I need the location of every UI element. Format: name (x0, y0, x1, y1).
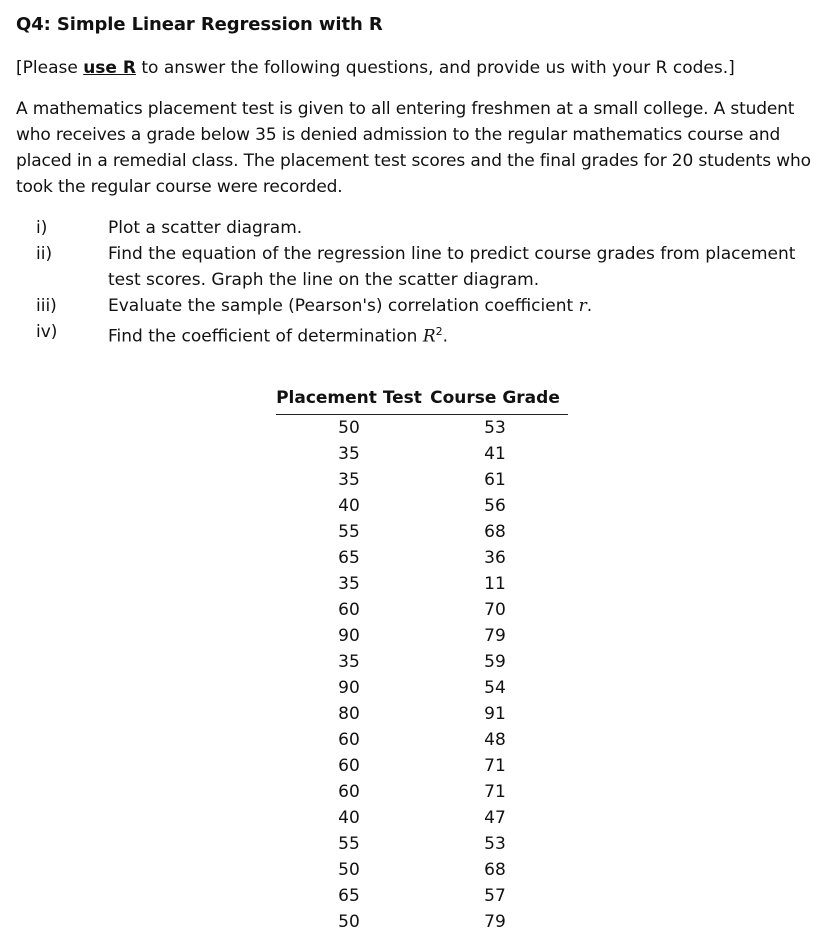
question-text (108, 319, 808, 350)
question-text (108, 293, 808, 319)
placement-test-cell: 40 (338, 808, 360, 828)
instruction-emphasis: use R (83, 58, 136, 78)
question-text: Find the equation of the regression line to predict course grades from placement test scores. Graph the line on the scatter diagram. (108, 244, 796, 290)
math-symbol-r: r (578, 296, 587, 316)
table-row (276, 831, 568, 857)
table-row (276, 467, 568, 493)
course-grade-cell: 91 (484, 704, 506, 724)
course-grade-cell: 61 (484, 470, 506, 490)
placement-test-cell: 35 (338, 652, 360, 672)
placement-test-cell: 90 (338, 678, 360, 698)
course-grade-cell: 71 (484, 782, 506, 802)
question-text-pre: Find the coefficient of determination (108, 326, 423, 347)
placement-test-cell: 35 (338, 470, 360, 490)
table-row (276, 493, 568, 519)
question-item-1 (36, 215, 826, 241)
question-number: i) (36, 218, 48, 238)
data-table (276, 388, 568, 935)
placement-test-cell: 50 (338, 912, 360, 932)
placement-test-cell: 40 (338, 496, 360, 516)
table-row (276, 805, 568, 831)
placement-test-cell: 60 (338, 782, 360, 802)
table-row (276, 727, 568, 753)
question-text-pre: Evaluate the sample (Pearson's) correlation coefficient (108, 296, 579, 316)
header-placement-test: Placement Test (276, 388, 422, 408)
placement-test-cell: 60 (338, 730, 360, 750)
table-row (276, 779, 568, 805)
question-title: Q4: Simple Linear Regression with R (16, 14, 383, 35)
instruction-prefix: [Please (16, 58, 84, 78)
placement-test-cell: 90 (338, 626, 360, 646)
course-grade-cell: 70 (484, 600, 506, 620)
question-number: ii) (36, 244, 53, 264)
placement-test-cell: 55 (338, 522, 360, 542)
table-row (276, 415, 568, 441)
placement-test-cell: 50 (338, 418, 360, 438)
course-grade-cell: 57 (484, 886, 506, 906)
course-grade-cell: 71 (484, 756, 506, 776)
table-row (276, 545, 568, 571)
table-row (276, 883, 568, 909)
problem-paragraph: A mathematics placement test is given to all entering freshmen at a small college. A student who receives a grade below 35 is denied admission to the regular mathematics course and placed in a remedial class. The placement test scores and the final grades for 20 students who took the regular course were recorded. (16, 99, 811, 197)
table-header (276, 388, 568, 415)
table-row (276, 649, 568, 675)
table-row (276, 753, 568, 779)
placement-test-cell: 55 (338, 834, 360, 854)
course-grade-cell: 53 (484, 418, 506, 438)
course-grade-cell: 41 (484, 444, 506, 464)
course-grade-cell: 59 (484, 652, 506, 672)
course-grade-cell: 48 (484, 730, 506, 750)
table-row (276, 623, 568, 649)
course-grade-cell: 47 (484, 808, 506, 828)
table-body (276, 415, 568, 935)
placement-test-cell: 35 (338, 444, 360, 464)
course-grade-cell: 53 (484, 834, 506, 854)
table-row (276, 909, 568, 935)
table-row (276, 675, 568, 701)
course-grade-cell: 36 (484, 548, 506, 568)
question-text: Plot a scatter diagram. (108, 218, 303, 238)
course-grade-cell: 54 (484, 678, 506, 698)
question-number: iii) (36, 296, 57, 316)
header-course-grade: Course Grade (430, 388, 560, 408)
instruction-suffix: to answer the following questions, and provide us with your R codes.] (135, 58, 735, 78)
course-grade-cell: 11 (484, 574, 506, 594)
table-row (276, 571, 568, 597)
table-row (276, 701, 568, 727)
question-text-post: . (586, 296, 593, 316)
question-item-2 (36, 241, 826, 293)
math-superscript: 2 (435, 325, 443, 338)
course-grade-cell: 68 (484, 522, 506, 542)
course-grade-cell: 68 (484, 860, 506, 880)
question-text-post: . (442, 326, 449, 347)
table-row (276, 857, 568, 883)
placement-test-cell: 60 (338, 600, 360, 620)
table-row (276, 597, 568, 623)
placement-test-cell: 80 (338, 704, 360, 724)
instruction (16, 58, 735, 78)
table-row (276, 519, 568, 545)
placement-test-cell: 65 (338, 548, 360, 568)
question-number: iv) (36, 322, 58, 342)
placement-test-cell: 50 (338, 860, 360, 880)
table-row (276, 441, 568, 467)
math-symbol-R: R (422, 326, 436, 347)
course-grade-cell: 79 (484, 626, 506, 646)
placement-test-cell: 35 (338, 574, 360, 594)
question-item-3 (36, 293, 826, 319)
question-item-4 (36, 319, 826, 345)
course-grade-cell: 79 (484, 912, 506, 932)
placement-test-cell: 65 (338, 886, 360, 906)
course-grade-cell: 56 (484, 496, 506, 516)
placement-test-cell: 60 (338, 756, 360, 776)
